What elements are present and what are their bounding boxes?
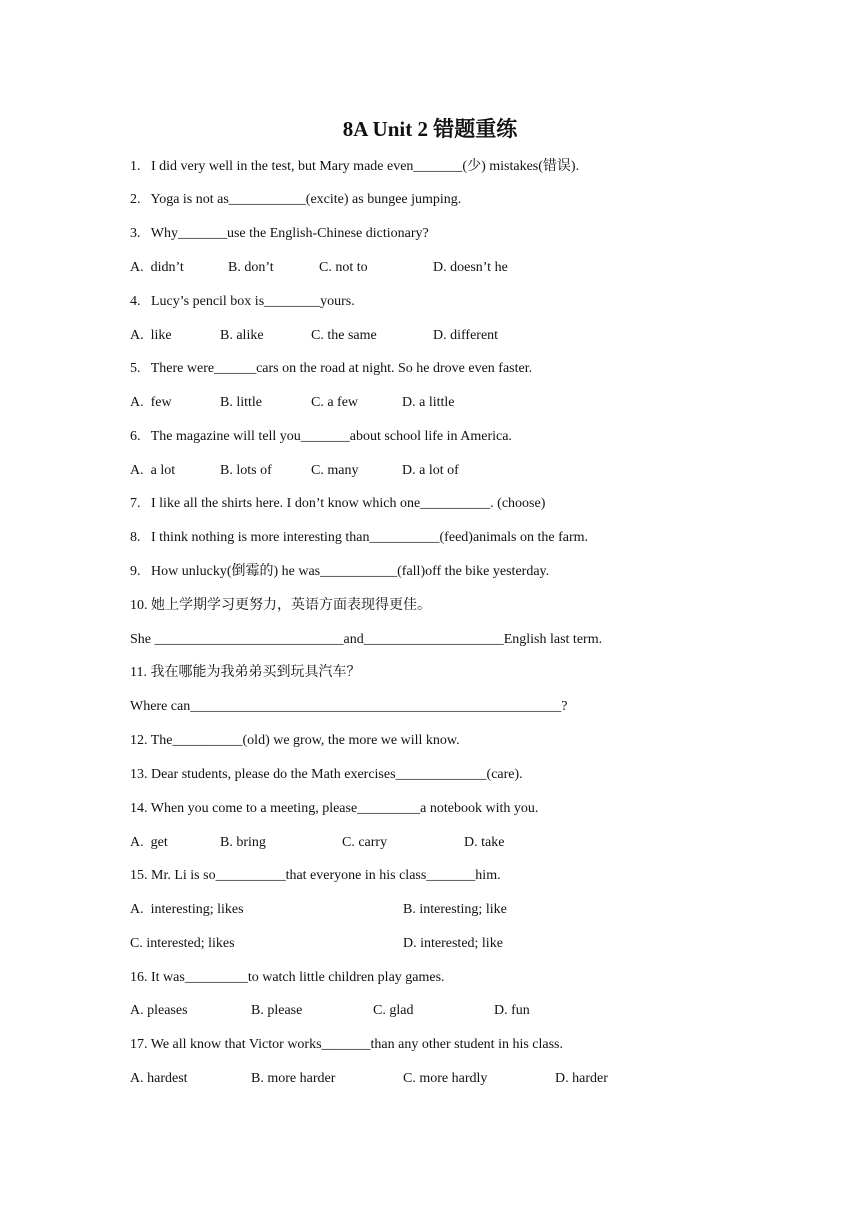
- option-c: C. carry: [342, 835, 388, 850]
- page-title: 8A Unit 2 错题重练: [342, 117, 518, 141]
- option-d: D. interested; like: [403, 936, 503, 951]
- question-17: 17. We all know that Victor works_______than any other student in his class.: [130, 1037, 564, 1052]
- question-14: 14. When you come to a meeting, please_________a notebook with you.: [130, 801, 539, 816]
- question-15-options-ab: [130, 900, 690, 920]
- question-3: 3. Why_______use the English-Chinese dictionary?: [130, 226, 429, 241]
- question-2: 2. Yoga is not as___________(excite) as bungee jumping.: [130, 192, 462, 207]
- option-c: C. glad: [373, 1003, 414, 1018]
- option-a: A. hardest: [130, 1071, 188, 1086]
- option-a: A. interesting; likes: [130, 902, 244, 917]
- question-11-prompt: 11. 我在哪能为我弟弟买到玩具汽车？: [130, 665, 361, 680]
- option-c: C. a few: [311, 395, 359, 410]
- option-a: A. a lot: [130, 463, 176, 478]
- option-d: D. doesn’t he: [433, 260, 508, 275]
- option-c: C. more hardly: [403, 1071, 488, 1086]
- question-16-options: [130, 1001, 690, 1021]
- question-15: 15. Mr. Li is so__________that everyone in his class_______him.: [130, 868, 501, 883]
- option-a: A. didn’t: [130, 260, 184, 275]
- question-4-options: [130, 326, 690, 346]
- question-3-options: [130, 258, 690, 278]
- option-d: D. a little: [402, 395, 455, 410]
- question-1: 1. I did very well in the test, but Mary made even_______(少) mistakes(错误).: [130, 159, 580, 174]
- question-15-options-cd: [130, 934, 690, 954]
- option-d: D. take: [464, 835, 505, 850]
- option-b: B. little: [220, 395, 262, 410]
- option-d: D. different: [433, 328, 499, 343]
- question-6-options: [130, 461, 690, 481]
- option-d: D. fun: [494, 1003, 530, 1018]
- option-a: A. pleases: [130, 1003, 188, 1018]
- option-b: B. alike: [220, 328, 264, 343]
- option-c: C. many: [311, 463, 359, 478]
- option-b: B. don’t: [228, 260, 274, 275]
- option-a: A. get: [130, 835, 168, 850]
- question-16: 16. It was_________to watch little children play games.: [130, 970, 445, 985]
- option-a: A. like: [130, 328, 172, 343]
- option-b: B. more harder: [251, 1071, 336, 1086]
- question-14-options: [130, 833, 690, 853]
- question-9: 9. How unlucky(倒霉的) he was___________(fall)off the bike yesterday.: [130, 564, 550, 579]
- question-8: 8. I think nothing is more interesting than__________(feed)animals on the farm.: [130, 530, 589, 545]
- question-10-prompt: 10. 她上学期学习更努力，英语方面表现得更佳。: [130, 598, 431, 613]
- question-12: 12. The__________(old) we grow, the more we will know.: [130, 733, 460, 748]
- option-b: B. lots of: [220, 463, 272, 478]
- question-5-options: [130, 393, 690, 413]
- option-c: C. the same: [311, 328, 377, 343]
- question-10-answer: She ___________________________and____________________English last term.: [130, 632, 603, 647]
- option-c: C. interested; likes: [130, 936, 235, 951]
- option-c: C. not to: [319, 260, 368, 275]
- question-11-answer: Where can_____________________________________________________?: [130, 699, 568, 714]
- option-a: A. few: [130, 395, 172, 410]
- option-d: D. a lot of: [402, 463, 459, 478]
- question-7: 7. I like all the shirts here. I don’t know which one__________. (choose): [130, 496, 546, 511]
- question-4: 4. Lucy’s pencil box is________yours.: [130, 294, 355, 309]
- question-17-options: [130, 1069, 690, 1089]
- question-5: 5. There were______cars on the road at night. So he drove even faster.: [130, 361, 533, 376]
- option-d: D. harder: [555, 1071, 608, 1086]
- option-b: B. interesting; like: [403, 902, 507, 917]
- question-13: 13. Dear students, please do the Math exercises_____________(care).: [130, 767, 523, 782]
- option-b: B. please: [251, 1003, 303, 1018]
- option-b: B. bring: [220, 835, 266, 850]
- question-6: 6. The magazine will tell you_______about school life in America.: [130, 429, 512, 444]
